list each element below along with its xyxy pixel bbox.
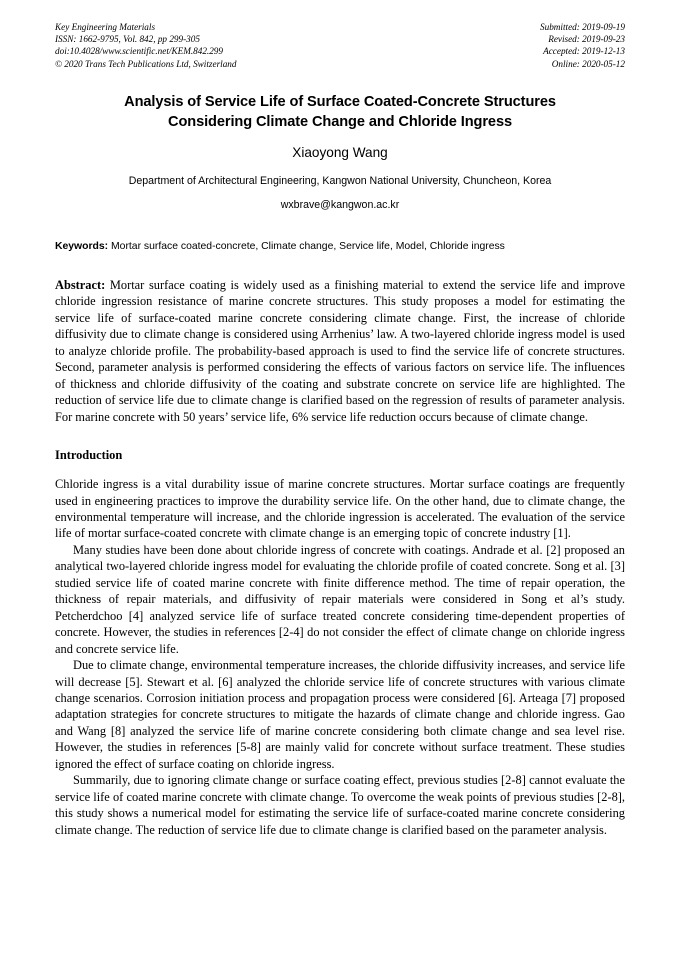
- author-affiliation: Department of Architectural Engineering, Kangwon National University, Chuncheon, Korea: [128, 175, 552, 187]
- abstract-label: Abstract:: [55, 278, 106, 292]
- page-content-column: [55, 0, 625, 838]
- date-accepted: Accepted: 2019-12-13: [543, 46, 625, 57]
- article-title: [55, 93, 625, 132]
- introduction-paragraph-2: Many studies have been done about chloride ingress of concrete with coatings. Andrade et al. [2] proposed an analytical two-layered chloride ingress model for evaluating the chloride profile of coated concrete. Song et al. [3] studied service life of coated marine concrete with finite difference method. The time of repair operation, the thickness of repair materials, and diffusivity of repair materials were considered in Song et al’s study. Petcherdchoo [4] analyzed service life of surface treated concrete considering time-dependent properties of concrete. However, the studies in references [2-4] do not consider the effect of climate change on chloride ingress and concrete service life.: [55, 542, 625, 656]
- abstract-text: Mortar surface coating is widely used as a finishing material to extend the service life and improve chloride ingression resistance of marine concrete structures. This study proposes a model for estimating the service life of surface-coated marine concrete considering climate change. First, the increase of chloride diffusivity due to climate change is considered using Arrhenius’ law. A two-layered chloride ingress model is used to analyze chloride profile. The probability-based approach is used to find the service life of concrete structures. Second, parameter analysis is performed considering the effects of various factors on service life. The influences of thickness and chloride diffusivity of the coating and substrate concrete on service life are highlighted. The reduction of service life due to climate change is clarified based on the regression of results of parameter analysis. For marine concrete with 50 years’ service life, 6% service life reduction occurs because of climate change.: [55, 278, 625, 424]
- keywords-text: Mortar surface coated-concrete, Climate change, Service life, Model, Chloride ingress: [108, 241, 505, 252]
- author-email: wxbrave@kangwon.ac.kr: [280, 199, 400, 211]
- section-heading-introduction: Introduction: [55, 448, 123, 463]
- journal-masthead: [55, 21, 625, 73]
- journal-issn-volume-pages: ISSN: 1662-9795, Vol. 842, pp 299-305: [55, 34, 200, 45]
- journal-doi: doi:10.4028/www.scientific.net/KEM.842.299: [55, 46, 223, 57]
- introduction-paragraph-1: Chloride ingress is a vital durability issue of marine concrete structures. Mortar surface coatings are frequently used in engineering practices to improve the durability service life. On the other hand, due to climate change, the environmental temperature will increase, and the chloride ingression is accelerated. The evaluation of the service life of mortar surface-coated concrete with climate change is an emerging topic of concrete industry [1].: [55, 477, 625, 541]
- article-title-line-1: Analysis of Service Life of Surface Coated-Concrete Structures: [124, 94, 556, 110]
- date-revised: Revised: 2019-09-23: [548, 34, 625, 45]
- article-title-line-2: Considering Climate Change and Chloride Ingress: [168, 113, 512, 130]
- date-online: Online: 2020-05-12: [551, 58, 625, 69]
- introduction-paragraph-3: Due to climate change, environmental temperature increases, the chloride diffusivity increases, and service life will decrease [5]. Stewart et al. [6] analyzed the chloride service life of concrete structures with various climate change scenarios. Corrosion initiation process and propagation process were considered [6]. Arteaga [7] proposed adaptation strategies for concrete structures to mitigate the hazards of climate change and chloride ingress. Gao and Wang [8] analyzed the service life of marine concrete considering both climate change and sea level rise. However, the studies in references [5-8] are mainly valid for concrete without surface treatment. These studies ignored the effect of surface coating on chloride ingress.: [55, 658, 625, 771]
- keywords-label: Keywords:: [55, 241, 109, 252]
- introduction-paragraph-4: Summarily, due to ignoring climate change or surface coating effect, previous studies [2-8] cannot evaluate the service life of coated marine concrete with climate change. To overcome the weak points of previous studies [2-8], this study shows a numerical model for estimating the service life of surface-coated marine concrete considering climate change. The reduction of service life due to climate change is clarified based on the parameter analysis.: [55, 773, 625, 837]
- masthead-submission-dates: [540, 21, 625, 70]
- abstract-paragraph: [55, 277, 625, 425]
- journal-name: Key Engineering Materials: [55, 22, 156, 32]
- journal-copyright: © 2020 Trans Tech Publications Ltd, Switzerland: [55, 58, 237, 69]
- article-author: Xiaoyong Wang: [292, 145, 388, 160]
- masthead-journal-info: [55, 21, 236, 70]
- keywords-line: [55, 239, 625, 254]
- date-submitted: Submitted: 2019-09-19: [540, 22, 625, 32]
